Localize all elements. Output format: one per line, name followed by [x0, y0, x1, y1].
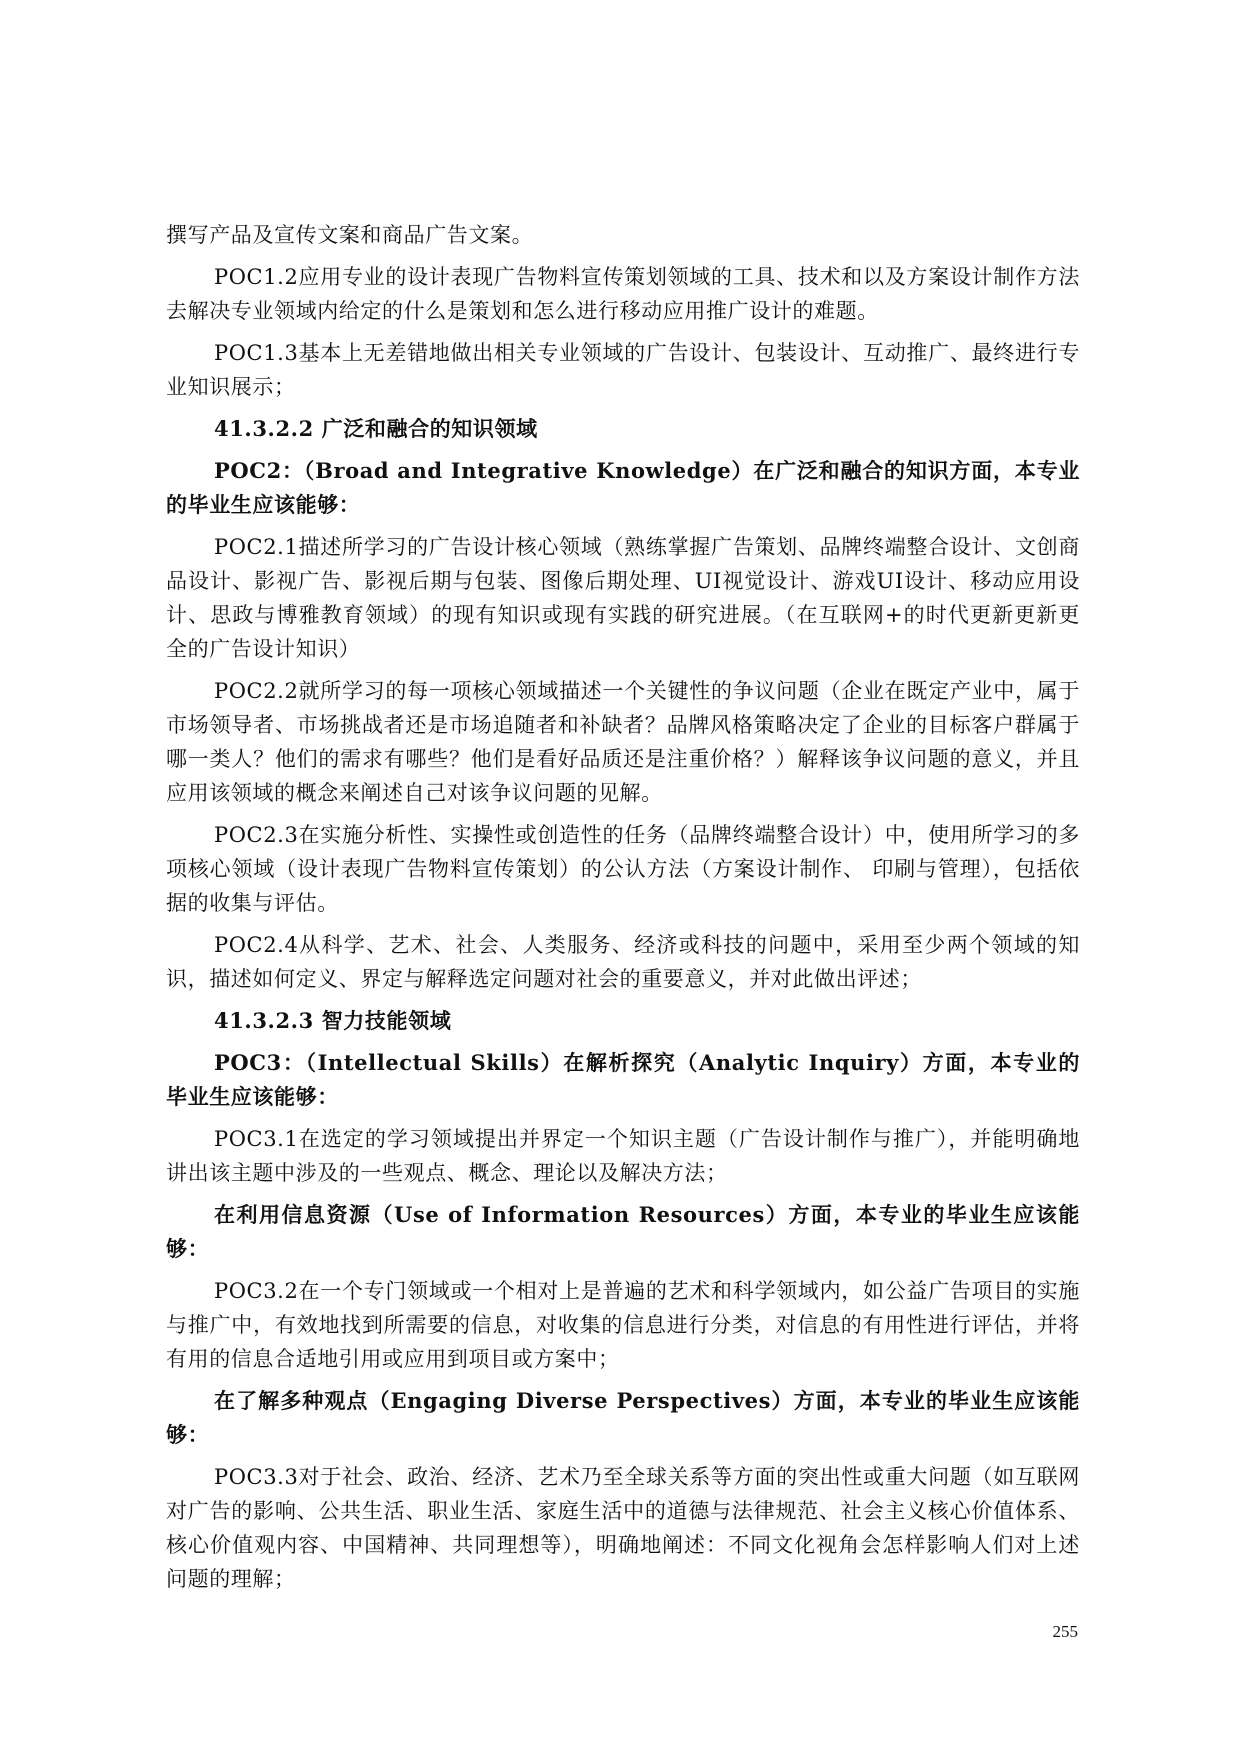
paragraph-diverse-perspectives: 在了解多种观点（Engaging Diverse Perspectives）方面，本专业的毕业生应该能够：	[166, 1388, 1080, 1447]
paragraph-poc2-3: POC2.3在实施分析性、实操性或创造性的任务（品牌终端整合设计）中，使用所学习的多项核心领域（设计表现广告物料宣传策划）的公认方法（方案设计制作、 印刷与管理），包括依据的收集与评估。	[166, 823, 1080, 915]
paragraph-poc3-2: POC3.2在一个专门领域或一个相对上是普遍的艺术和科学领域内，如公益广告项目的实施与推广中，有效地找到所需要的信息，对收集的信息进行分类，对信息的有用性进行评估，并将有用的信息合适地引用或应用到项目或方案中；	[166, 1279, 1080, 1371]
paragraph-information-resources: 在利用信息资源（Use of Information Resources）方面，本专业的毕业生应该能够：	[166, 1202, 1080, 1261]
paragraph-poc2-4: POC2.4从科学、艺术、社会、人类服务、经济或科技的问题中，采用至少两个领域的知识，描述如何定义、界定与解释选定问题对社会的重要意义，并对此做出评述；	[166, 933, 1080, 991]
paragraph-poc1-2: POC1.2应用专业的设计表现广告物料宣传策划领域的工具、技术和以及方案设计制作方法去解决专业领域内给定的什么是策划和怎么进行移动应用推广设计的难题。	[166, 265, 1080, 323]
page-number: 255	[1052, 1622, 1078, 1641]
page-content	[166, 218, 1080, 1604]
paragraph-poc2-1: POC2.1描述所学习的广告设计核心领域（熟练掌握广告策划、品牌终端整合设计、文创商品设计、影视广告、影视后期与包装、图像后期处理、UI视觉设计、游戏UI设计、移动应用设计、思政与博雅教育领域）的现有知识或现有实践的研究进展。（在互联网+的时代更新更新更全的广告设计知识）	[166, 535, 1080, 661]
paragraph-poc3-3: POC3.3对于社会、政治、经济、艺术乃至全球关系等方面的突出性或重大问题（如互联网对广告的影响、公共生活、职业生活、家庭生活中的道德与法律规范、社会主义核心价值体系、核心价值观内容、中国精神、共同理想等），明确地阐述：不同文化视角会怎样影响人们对上述问题的理解；	[166, 1465, 1080, 1591]
paragraph-intro: 撰写产品及宣传文案和商品广告文案。	[166, 223, 534, 247]
section-heading-intellectual-skills: 41.3.2.3 智力技能领域	[214, 1008, 452, 1033]
paragraph-poc2-2: POC2.2就所学习的每一项核心领域描述一个关键性的争议问题（企业在既定产业中，属于市场领导者、市场挑战者还是市场追随者和补缺者？品牌风格策略决定了企业的目标客户群属于哪一类人？他们的需求有哪些？他们是看好品质还是注重价格？）解释该争议问题的意义，并且应用该领域的概念来阐述自己对该争议问题的见解。	[166, 679, 1080, 805]
paragraph-poc2-intro: POC2：（Broad and Integrative Knowledge）在广泛和融合的知识方面，本专业的毕业生应该能够：	[166, 458, 1080, 517]
section-heading-broad-knowledge: 41.3.2.2 广泛和融合的知识领域	[214, 416, 538, 441]
paragraph-poc3-intro: POC3：（Intellectual Skills）在解析探究（Analytic Inquiry）方面，本专业的毕业生应该能够：	[166, 1050, 1080, 1109]
paragraph-poc3-1: POC3.1在选定的学习领域提出并界定一个知识主题（广告设计制作与推广），并能明确地讲出该主题中涉及的一些观点、概念、理论以及解决方法；	[166, 1127, 1080, 1185]
paragraph-poc1-3: POC1.3基本上无差错地做出相关专业领域的广告设计、包装设计、互动推广、最终进行专业知识展示；	[166, 341, 1080, 399]
